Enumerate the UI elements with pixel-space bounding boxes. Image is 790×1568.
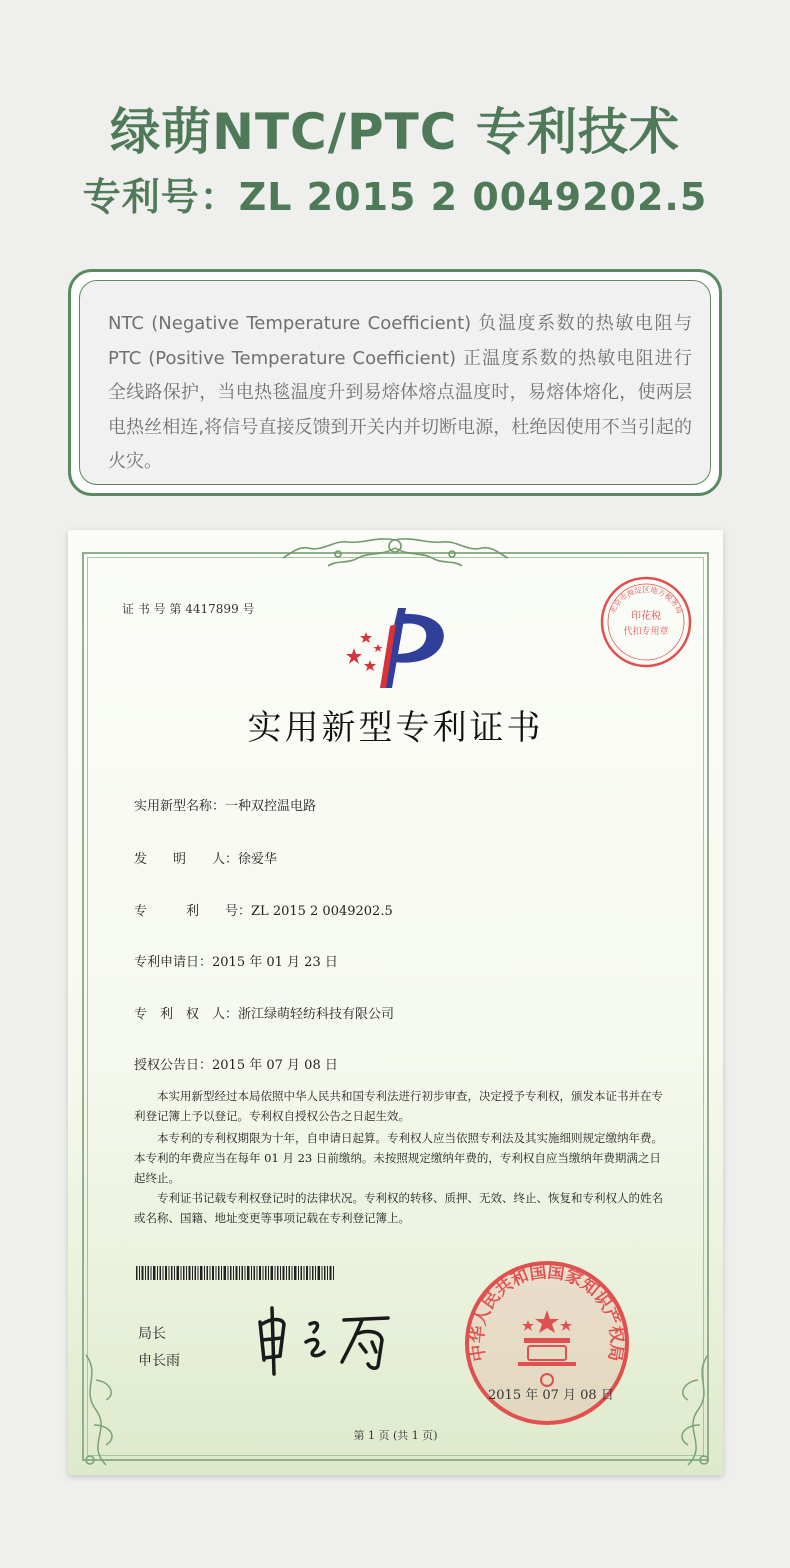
field-label: 发 明 人： [134,852,239,867]
director-name: 申长雨 [138,1353,180,1369]
field-value: 一种双控温电路 [225,799,317,814]
tax-stamp-inner-2: 代扣专用章 [623,627,669,637]
field-label: 授权公告日： [134,1058,213,1073]
field-label: 实用新型名称： [134,799,226,814]
seal-date: 2015 年 07 月 08 日 [488,1388,614,1403]
field-value: 2015 年 01 月 23 日 [212,955,338,970]
page-footer: 第 1 页 (共 1 页) [353,1429,438,1442]
field-label: 专 利 权 人： [134,1007,239,1022]
patent-office-logo-icon [340,602,452,692]
page-title: 绿萌NTC/PTC 专利技术 [110,103,680,161]
patent-certificate [68,530,723,1475]
description-inner [79,280,711,485]
tax-stamp-text: 北京市海淀区地方税务局 [607,585,685,616]
description-box [68,269,722,496]
field-label: 专 利 号： [134,904,252,919]
director-title: 局长 [138,1326,166,1342]
top-ornament-icon [278,534,513,574]
bottom-right-ornament-icon [658,1350,718,1470]
field-patent-number [134,900,393,919]
patent-number-heading: 专利号：ZL 2015 2 0049202.5 [82,175,708,219]
field-value: ZL 2015 2 0049202.5 [251,904,393,919]
field-patentee [134,1003,394,1022]
seal-text: 中华人民共和国国家知识产权局 [467,1262,627,1363]
handwritten-signature-icon [248,1300,408,1380]
certificate-paragraph: 本实用新型经过本局依照中华人民共和国专利法进行初步审查，决定授予专利权，颁发本证书并在专利登记簿上予以登记。专利权自授权公告之日起生效。 [134,1089,663,1123]
certificate-paragraph: 专利证书记载专利权登记时的法律状况。专利权的转移、质押、无效、终止、恢复和专利权人的姓名或名称、国籍、地址变更等事项记载在专利登记簿上。 [134,1191,663,1225]
description-text: NTC (Negative Temperature Coefficient) 负温度系数的热敏电阻与PTC (Positive Temperature Coefficient) 正温度系数的热敏电阻进行全线路保护，当电热毯温度升到易熔体熔点温度时，易熔体熔化，使两层电热丝相连,将信号直接反馈到开关内并切断电源，杜绝因使用不当引起的火灾。 [108,313,692,472]
field-value: 2015 年 07 月 08 日 [212,1058,338,1073]
tax-stamp-inner-1: 印花税 [631,611,661,622]
field-value: 浙江绿萌轻纺科技有限公司 [238,1007,395,1022]
field-application-date [134,951,338,970]
bottom-left-ornament-icon [76,1350,136,1470]
certificate-title: 实用新型专利证书 [247,708,544,748]
field-label: 专利申请日： [134,955,213,970]
field-utility-model-name [134,795,316,814]
certificate-paragraph: 本专利的专利权期限为十年，自申请日起算。专利权人应当依照专利法及其实施细则规定缴纳年费。本专利的年费应当在每年 01 月 23 日前缴纳。未按照规定缴纳年费的，专利权自应当缴纳年费期满之日起终止。 [134,1131,663,1185]
barcode-icon [136,1266,336,1280]
field-grant-date [134,1054,338,1073]
field-inventor [134,848,277,867]
field-value: 徐爱华 [238,852,278,867]
tax-stamp-icon [598,574,694,670]
certificate-number: 证 书 号 第 4417899 号 [122,602,255,616]
